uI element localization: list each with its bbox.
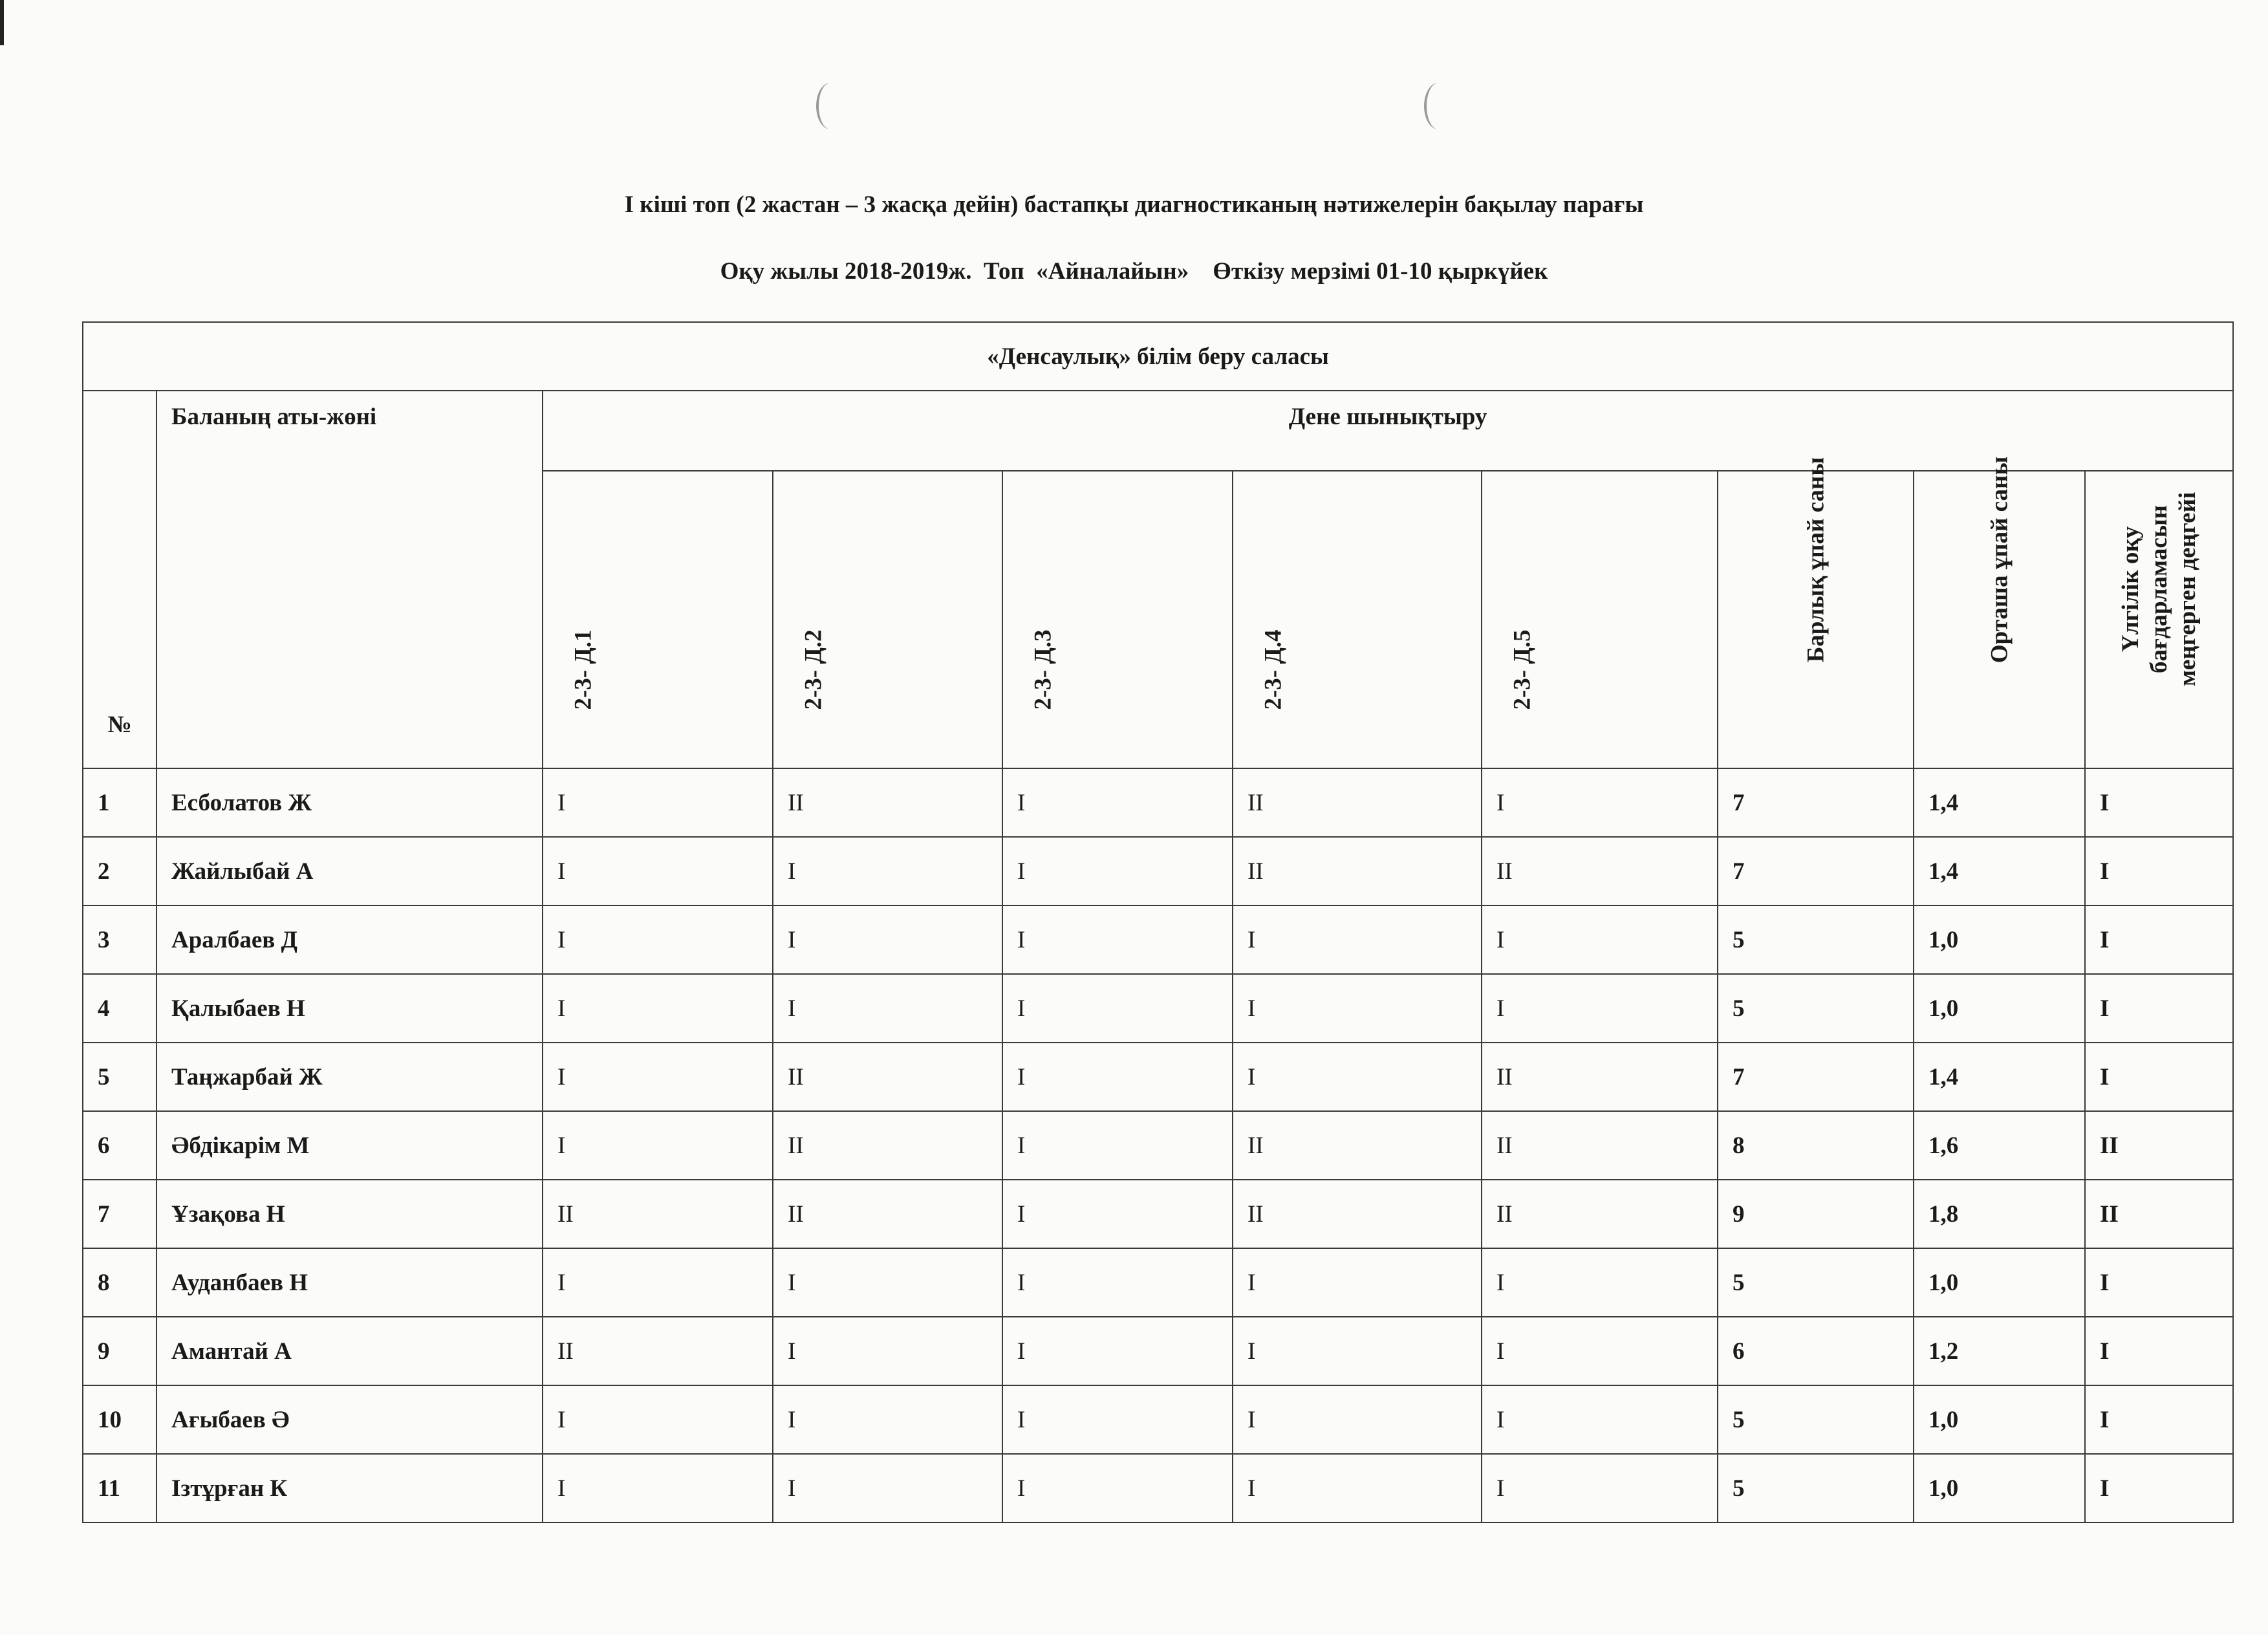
d1-level: I	[543, 1248, 773, 1317]
d5-level: II	[1482, 1180, 1718, 1248]
d4-level: I	[1233, 905, 1482, 974]
child-name: Таңжарбай Ж	[157, 1043, 543, 1111]
row-number: 9	[83, 1317, 157, 1385]
table-row	[83, 1385, 2233, 1454]
row-number: 7	[83, 1180, 157, 1248]
row-number: 8	[83, 1248, 157, 1317]
average-score: 1,4	[1914, 837, 2085, 905]
d1-level: I	[543, 837, 773, 905]
d2-level: II	[773, 768, 1002, 837]
average-score: 1,0	[1914, 974, 2085, 1043]
document-subtitle: Оқу жылы 2018-2019ж. Топ «Айналайын» Өткізу мерзімі 01-10 қыркүйек	[720, 258, 1548, 285]
d5-level: II	[1482, 1111, 1718, 1180]
d1-level: I	[543, 974, 773, 1043]
mastery-level: I	[2085, 837, 2233, 905]
total-score: 5	[1718, 1385, 1914, 1454]
row-number: 11	[83, 1454, 157, 1522]
mastery-level: I	[2085, 1385, 2233, 1454]
mastery-level: I	[2085, 905, 2233, 974]
sub-header-d3: 2-3- Д.3	[1002, 471, 1233, 768]
d1-level: I	[543, 1111, 773, 1180]
physical-education-header: Дене шынықтыру	[543, 391, 2233, 471]
d2-level: I	[773, 1454, 1002, 1522]
d3-level: I	[1002, 905, 1233, 974]
punch-hole-mark	[816, 83, 845, 129]
table-row	[83, 1043, 2233, 1111]
d2-level: I	[773, 974, 1002, 1043]
table-row	[83, 837, 2233, 905]
child-name: Аралбаев Д	[157, 905, 543, 974]
mastery-level-header: Үлгілік оқу бағдарламасын меңгерген деңгейі	[2085, 471, 2233, 768]
child-name: Әбдікарім М	[157, 1111, 543, 1180]
d5-level: II	[1482, 1043, 1718, 1111]
d3-level: I	[1002, 1111, 1233, 1180]
d3-level: I	[1002, 1454, 1233, 1522]
average-score: 1,4	[1914, 768, 2085, 837]
d4-level: I	[1233, 1043, 1482, 1111]
total-score: 8	[1718, 1111, 1914, 1180]
table-row	[83, 974, 2233, 1043]
d4-level: II	[1233, 1180, 1482, 1248]
number-column-header: №	[83, 391, 157, 768]
total-score: 7	[1718, 837, 1914, 905]
average-score: 1,4	[1914, 1043, 2085, 1111]
d4-level: I	[1233, 1317, 1482, 1385]
average-score: 1,0	[1914, 1248, 2085, 1317]
mastery-level: II	[2085, 1180, 2233, 1248]
document-title: І кіші топ (2 жастан – 3 жасқа дейін) бастапқы диагностиканың нәтижелерін бақылау парағы	[624, 191, 1644, 218]
d5-level: I	[1482, 1248, 1718, 1317]
table-row	[83, 1454, 2233, 1522]
d2-level: I	[773, 1248, 1002, 1317]
d2-level: I	[773, 1385, 1002, 1454]
row-number: 4	[83, 974, 157, 1043]
total-score: 6	[1718, 1317, 1914, 1385]
mastery-level: I	[2085, 1248, 2233, 1317]
row-number: 3	[83, 905, 157, 974]
sub-header-d2: 2-3- Д.2	[773, 471, 1002, 768]
total-score: 7	[1718, 768, 1914, 837]
d1-level: II	[543, 1317, 773, 1385]
d3-level: I	[1002, 837, 1233, 905]
table-row	[83, 1248, 2233, 1317]
d4-level: I	[1233, 1454, 1482, 1522]
d3-level: I	[1002, 768, 1233, 837]
name-column-header: Баланың аты-жөні	[157, 391, 543, 768]
education-area-header: «Денсаулық» білім беру саласы	[83, 322, 2233, 391]
d5-level: I	[1482, 768, 1718, 837]
sub-header-d4: 2-3- Д.4	[1233, 471, 1482, 768]
d3-level: I	[1002, 974, 1233, 1043]
total-score: 5	[1718, 905, 1914, 974]
average-score: 1,0	[1914, 905, 2085, 974]
d5-level: I	[1482, 1385, 1718, 1454]
total-score: 5	[1718, 1248, 1914, 1317]
total-score: 7	[1718, 1043, 1914, 1111]
average-score: 1,8	[1914, 1180, 2085, 1248]
child-name: Есболатов Ж	[157, 768, 543, 837]
d2-level: II	[773, 1111, 1002, 1180]
mastery-level: I	[2085, 1454, 2233, 1522]
child-name: Жайлыбай А	[157, 837, 543, 905]
d2-level: II	[773, 1043, 1002, 1111]
child-name: Ауданбаев Н	[157, 1248, 543, 1317]
child-name: Ағыбаев Ә	[157, 1385, 543, 1454]
d1-level: I	[543, 1454, 773, 1522]
mastery-level: I	[2085, 974, 2233, 1043]
table-row	[83, 905, 2233, 974]
mastery-level: II	[2085, 1111, 2233, 1180]
sub-header-d5: 2-3- Д.5	[1482, 471, 1718, 768]
d1-level: II	[543, 1180, 773, 1248]
child-name: Ізтұрған К	[157, 1454, 543, 1522]
d4-level: II	[1233, 768, 1482, 837]
average-score: 1,0	[1914, 1454, 2085, 1522]
table-row	[83, 1180, 2233, 1248]
average-score: 1,6	[1914, 1111, 2085, 1180]
total-score-header: Барлық ұпай саны	[1718, 471, 1914, 768]
table-row	[83, 1317, 2233, 1385]
d4-level: I	[1233, 974, 1482, 1043]
d2-level: II	[773, 1180, 1002, 1248]
d2-level: I	[773, 837, 1002, 905]
d3-level: I	[1002, 1180, 1233, 1248]
d4-level: II	[1233, 837, 1482, 905]
mastery-level: I	[2085, 768, 2233, 837]
d1-level: I	[543, 1385, 773, 1454]
row-number: 1	[83, 768, 157, 837]
average-score: 1,2	[1914, 1317, 2085, 1385]
total-score: 5	[1718, 1454, 1914, 1522]
total-score: 9	[1718, 1180, 1914, 1248]
row-number: 6	[83, 1111, 157, 1180]
mastery-level: I	[2085, 1043, 2233, 1111]
row-number: 10	[83, 1385, 157, 1454]
d1-level: I	[543, 768, 773, 837]
d5-level: II	[1482, 837, 1718, 905]
d5-level: I	[1482, 1317, 1718, 1385]
sub-header-d1: 2-3- Д.1	[543, 471, 773, 768]
d3-level: I	[1002, 1317, 1233, 1385]
d5-level: I	[1482, 1454, 1718, 1522]
average-score-header: Орташа ұпай саны	[1914, 471, 2085, 768]
d4-level: I	[1233, 1248, 1482, 1317]
child-name: Ұзақова Н	[157, 1180, 543, 1248]
d1-level: I	[543, 905, 773, 974]
row-number: 5	[83, 1043, 157, 1111]
d2-level: I	[773, 1317, 1002, 1385]
child-name: Қалыбаев Н	[157, 974, 543, 1043]
average-score: 1,0	[1914, 1385, 2085, 1454]
results-table	[82, 321, 2234, 1523]
row-number: 2	[83, 837, 157, 905]
d3-level: I	[1002, 1385, 1233, 1454]
d3-level: I	[1002, 1043, 1233, 1111]
child-name: Амантай А	[157, 1317, 543, 1385]
table-row	[83, 768, 2233, 837]
d2-level: I	[773, 905, 1002, 974]
mastery-level: I	[2085, 1317, 2233, 1385]
d4-level: II	[1233, 1111, 1482, 1180]
d1-level: I	[543, 1043, 773, 1111]
scan-edge-mark	[0, 0, 4, 45]
punch-hole-mark	[1424, 83, 1453, 129]
d5-level: I	[1482, 905, 1718, 974]
d5-level: I	[1482, 974, 1718, 1043]
total-score: 5	[1718, 974, 1914, 1043]
d4-level: I	[1233, 1385, 1482, 1454]
table-row	[83, 1111, 2233, 1180]
d3-level: I	[1002, 1248, 1233, 1317]
